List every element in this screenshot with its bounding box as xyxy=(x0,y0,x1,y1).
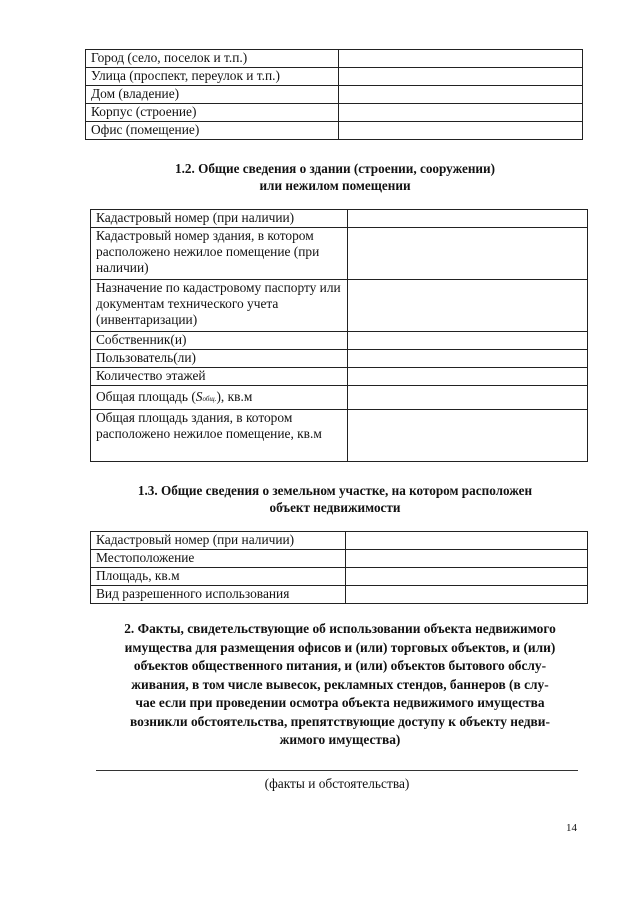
table-row xyxy=(86,104,583,122)
row-label: Количество этажей xyxy=(91,368,348,386)
land-table xyxy=(90,531,588,604)
row-label: Общая площадь здания, в котором расположено нежилое помещение, кв.м xyxy=(91,410,348,462)
value-cell[interactable] xyxy=(348,386,588,410)
heading-line: имущества для размещения офисов и (или) торговых объектов, и (или) xyxy=(124,639,556,655)
value-cell[interactable] xyxy=(339,86,583,104)
value-cell[interactable] xyxy=(339,50,583,68)
heading-line: возникли обстоятельства, препятствующие доступу к объекту недви- xyxy=(130,713,550,729)
table-row xyxy=(91,368,588,386)
row-label: Пользователь(ли) xyxy=(91,350,348,368)
heading-line: или нежилом помещении xyxy=(259,178,411,193)
table-row xyxy=(91,386,588,410)
heading-line: объектов общественного питания, и (или) объектов бытового обслу- xyxy=(133,658,547,673)
area-symbol: (Sобщ.), xyxy=(191,389,225,404)
value-cell[interactable] xyxy=(348,332,588,350)
table-row xyxy=(91,228,588,280)
table-row xyxy=(91,410,588,462)
row-label: Общая площадь xyxy=(96,389,188,404)
table-row xyxy=(86,122,583,140)
heading-line: объект недвижимости xyxy=(269,500,401,515)
value-cell[interactable] xyxy=(348,410,588,462)
area-unit: кв.м xyxy=(227,389,253,404)
facts-caption: (факты и обстоятельства) xyxy=(264,776,410,791)
row-label: Город (село, поселок и т.п.) xyxy=(86,50,339,68)
value-cell[interactable] xyxy=(346,550,588,568)
value-cell[interactable] xyxy=(346,586,588,604)
row-label: Корпус (строение) xyxy=(86,104,339,122)
row-label: Назначение по кадастровому паспорту или документам технического учета (инвентаризации) xyxy=(91,280,348,332)
value-cell[interactable] xyxy=(348,280,588,332)
page-number: 14 xyxy=(566,822,577,834)
table-row xyxy=(91,332,588,350)
row-label: Офис (помещение) xyxy=(86,122,339,140)
row-label: Собственник(и) xyxy=(91,332,348,350)
table-row xyxy=(91,350,588,368)
value-cell[interactable] xyxy=(346,568,588,586)
table-row xyxy=(86,50,583,68)
value-cell[interactable] xyxy=(339,104,583,122)
row-label: Площадь, кв.м xyxy=(91,568,346,586)
table-row xyxy=(91,550,588,568)
value-cell[interactable] xyxy=(339,122,583,140)
row-label: Кадастровый номер здания, в котором расположено нежилое помещение (при наличии) xyxy=(91,228,348,280)
heading-line: 1.2. Общие сведения о здании (строении, сооружении) xyxy=(174,161,496,176)
address-table xyxy=(85,49,583,140)
heading-line: 1.3. Общие сведения о земельном участке, на котором расположен xyxy=(137,483,533,498)
table-row xyxy=(86,68,583,86)
table-row xyxy=(91,586,588,604)
section-1-3-heading xyxy=(85,482,585,516)
heading-line: жимого имущества) xyxy=(279,732,401,747)
section-2-heading xyxy=(92,620,588,750)
row-label: Дом (владение) xyxy=(86,86,339,104)
row-label: Местоположение xyxy=(91,550,346,568)
building-table xyxy=(90,209,588,462)
value-cell[interactable] xyxy=(348,368,588,386)
heading-line: 2. Факты, свидетельствующие об использовании объекта недвижимого xyxy=(124,621,556,636)
table-row xyxy=(91,280,588,332)
row-label: Кадастровый номер (при наличии) xyxy=(91,532,346,550)
value-cell[interactable] xyxy=(348,228,588,280)
table-row xyxy=(91,532,588,550)
table-row xyxy=(91,210,588,228)
row-label: Кадастровый номер (при наличии) xyxy=(91,210,348,228)
section-1-2-heading xyxy=(85,160,585,194)
table-row xyxy=(86,86,583,104)
total-area-label xyxy=(91,386,348,410)
table-row xyxy=(91,568,588,586)
facts-fill-line[interactable] xyxy=(96,770,578,771)
value-cell[interactable] xyxy=(348,350,588,368)
row-label: Улица (проспект, переулок и т.п.) xyxy=(86,68,339,86)
heading-line: живания, в том числе вывесок, рекламных стендов, баннеров (в слу- xyxy=(131,676,549,692)
value-cell[interactable] xyxy=(348,210,588,228)
heading-line: чае если при проведении осмотра объекта недвижимого имущества xyxy=(135,695,545,710)
row-label: Вид разрешенного использования xyxy=(91,586,346,604)
value-cell[interactable] xyxy=(346,532,588,550)
value-cell[interactable] xyxy=(339,68,583,86)
